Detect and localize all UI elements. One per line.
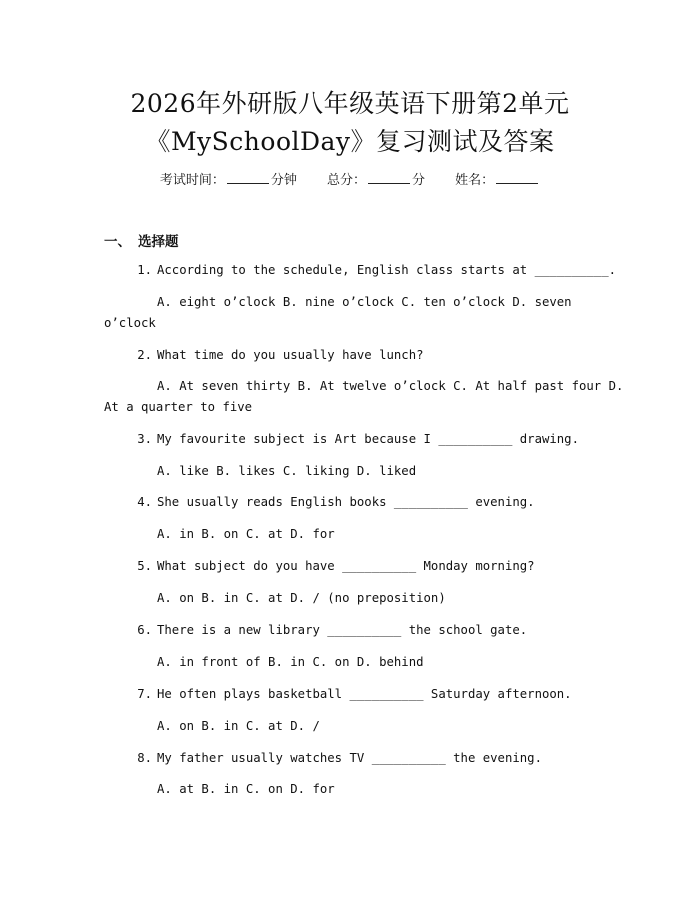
- exam-time-label: 考试时间：: [159, 173, 225, 188]
- question-text: My father usually watches TV __________ the evening.: [157, 751, 542, 765]
- question-text: She usually reads English books __________ evening.: [157, 495, 535, 509]
- total-score-label: 总分：: [326, 173, 366, 188]
- student-name-label: 姓名：: [455, 173, 495, 188]
- question-2-options: A. At seven thirty B. At twelve o’clock C. At half past four D.: [157, 379, 624, 393]
- question-text: What subject do you have __________ Monday morning?: [157, 559, 535, 573]
- document-title-line-2: 《MySchoolDay》复习测试及答案: [145, 127, 555, 156]
- question-6: [137, 622, 528, 638]
- question-2-options-continued: At a quarter to five: [104, 400, 253, 414]
- student-name-blank: [496, 171, 538, 184]
- question-1-options-continued: o’clock: [104, 316, 156, 330]
- question-8-options: A. at B. in C. on D. for: [157, 782, 335, 796]
- exam-info-line: [0, 169, 700, 188]
- exam-time-unit: 分钟: [270, 173, 297, 188]
- question-5-options: A. on B. in C. at D. / (no preposition): [157, 591, 446, 605]
- section-heading: [104, 230, 179, 250]
- exam-time-field: [160, 169, 297, 188]
- student-name-field: [455, 169, 540, 188]
- question-number: 5.: [137, 559, 152, 573]
- question-number: 3.: [137, 432, 152, 446]
- question-4: [137, 494, 535, 510]
- question-8: [137, 750, 542, 766]
- question-6-options: A. in front of B. in C. on D. behind: [157, 655, 424, 669]
- question-number: 6.: [137, 623, 152, 637]
- section-number: 一、: [104, 234, 131, 250]
- question-text: There is a new library __________ the school gate.: [157, 623, 528, 637]
- question-3-options: A. like B. likes C. liking D. liked: [157, 464, 417, 478]
- section-title: 选择题: [138, 234, 179, 250]
- total-score-field: [327, 169, 425, 188]
- question-1-options: A. eight o’clock B. nine o’clock C. ten o’clock D. seven: [157, 295, 572, 309]
- question-text: My favourite subject is Art because I __________ drawing.: [157, 432, 579, 446]
- exam-time-blank: [227, 171, 269, 184]
- question-number: 2.: [137, 348, 152, 362]
- question-number: 7.: [137, 687, 152, 701]
- question-2: [137, 347, 424, 363]
- document-title-line-1: 2026年外研版八年级英语下册第2单元: [130, 89, 570, 118]
- question-text: What time do you usually have lunch?: [157, 348, 424, 362]
- question-text: According to the schedule, English class starts at __________.: [157, 263, 617, 277]
- question-4-options: A. in B. on C. at D. for: [157, 527, 335, 541]
- question-7-options: A. on B. in C. at D. /: [157, 719, 320, 733]
- question-5: [137, 558, 535, 574]
- question-number: 4.: [137, 495, 152, 509]
- question-number: 1.: [137, 263, 152, 277]
- question-7: [137, 686, 572, 702]
- total-score-unit: 分: [412, 173, 426, 188]
- question-1: [137, 262, 617, 278]
- question-number: 8.: [137, 751, 152, 765]
- question-text: He often plays basketball __________ Saturday afternoon.: [157, 687, 572, 701]
- question-3: [137, 431, 579, 447]
- total-score-blank: [368, 171, 410, 184]
